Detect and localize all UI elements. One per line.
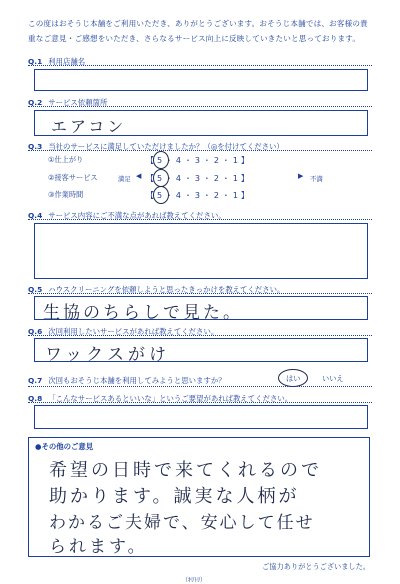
q4-number: Q.4	[28, 211, 43, 220]
q3-satisfied-label: 満足	[118, 175, 131, 183]
q7-number: Q.7	[28, 376, 43, 385]
q3-item-finish-label: ①仕上がり	[48, 155, 84, 164]
q4-label: サービス内容にご不満な点があれば教えてください。	[48, 211, 226, 220]
q3-label: 当社のサービスに満足していただけましたか？（◎を付けてください）	[48, 142, 284, 151]
q5-rule	[28, 293, 372, 294]
q7-yes-option[interactable]: はい	[286, 374, 301, 383]
q6-number: Q.6	[28, 327, 43, 336]
q3-item-time-scale[interactable]: 【 5 ・ 4 ・ 3 ・ 2 ・ 1 】	[146, 191, 250, 200]
q2-number: Q.2	[28, 98, 43, 107]
q2-answer: エアコン	[51, 117, 127, 136]
q1-label: 利用店舗名	[48, 57, 86, 66]
q3-right-arrow-icon: ▶	[298, 172, 304, 180]
other-comments-line-4: られます。	[49, 537, 148, 557]
q6-label: 次回利用したいサービスがあれば教えてください。	[48, 327, 219, 336]
q3-item-finish-selected-mark	[153, 151, 169, 169]
q7-rule	[28, 386, 372, 387]
other-comments-box[interactable]	[28, 437, 370, 557]
q3-item-time-selected-mark	[153, 186, 169, 204]
q7-selected-mark	[278, 369, 308, 387]
q3-item-service-selected-mark	[153, 169, 169, 187]
q7-question	[28, 375, 226, 386]
q2-label: サービス依頼箇所	[48, 98, 108, 107]
q2-rule	[28, 106, 372, 107]
other-comments-line-1: 希望の日時で来てくれるので	[49, 460, 322, 481]
q3-dissatisfied-label: 不満	[310, 175, 323, 183]
q2-answer-box[interactable]	[34, 110, 368, 136]
other-comments-line-3: わかるご夫婦で、安心して任せ	[49, 513, 315, 533]
other-comments-label: ●その他のご意見	[35, 442, 94, 451]
q8-rule	[28, 402, 372, 403]
q5-answer: 生協のちらしで見た。	[43, 303, 243, 323]
q7-label: 次回もおそうじ本舗を利用してみようと思いますか？	[48, 376, 226, 385]
q6-rule	[28, 335, 372, 336]
q3-number: Q.3	[28, 142, 43, 151]
q3-item-service-scale[interactable]: 【 5 ・ 4 ・ 3 ・ 2 ・ 1 】	[146, 174, 250, 183]
q3-item-time-label: ③作業時間	[48, 190, 84, 199]
q6-answer: ワックスがけ	[45, 345, 170, 365]
q3-item-service-label: ②接客サービス	[48, 173, 98, 182]
q4-answer-box[interactable]	[34, 223, 368, 279]
cut-line-mark: （ｷﾘﾄﾘ）	[182, 577, 207, 584]
q7-no-option[interactable]: いいえ	[322, 374, 344, 383]
q3-left-arrow-icon: ◀	[136, 172, 142, 180]
thanks-text: ご協力ありがとうございました。	[262, 562, 370, 571]
intro-text: この度はおそうじ本舗をご利用いただき、ありがとうございます。おそうじ本舗では、お客様の貴重なご意見・ご感想をいただき、さらなるサービス向上に反映していきたいと思っております。	[28, 19, 368, 43]
q5-answer-box[interactable]	[34, 296, 368, 323]
q8-label: 「こんなサービスあるといいな」というご要望があれば教えてください。	[48, 394, 293, 403]
q5-number: Q.5	[28, 285, 43, 294]
q6-answer-box[interactable]	[34, 338, 368, 365]
q5-label: ハウスクリーニングを依頼しようと思ったきっかけを教えてください。	[48, 285, 285, 294]
q8-answer-box[interactable]	[34, 405, 368, 429]
q4-rule	[28, 219, 372, 220]
other-comments-line-2: 助かります。誠実な人柄が	[49, 486, 300, 507]
q3-item-finish-scale[interactable]: 【 5 ・ 4 ・ 3 ・ 2 ・ 1 】	[146, 156, 250, 165]
q8-number: Q.8	[28, 394, 43, 403]
q3-rule	[28, 150, 372, 151]
q1-rule	[28, 65, 372, 66]
q1-answer-box[interactable]	[34, 69, 368, 91]
q1-number: Q.1	[28, 57, 43, 66]
